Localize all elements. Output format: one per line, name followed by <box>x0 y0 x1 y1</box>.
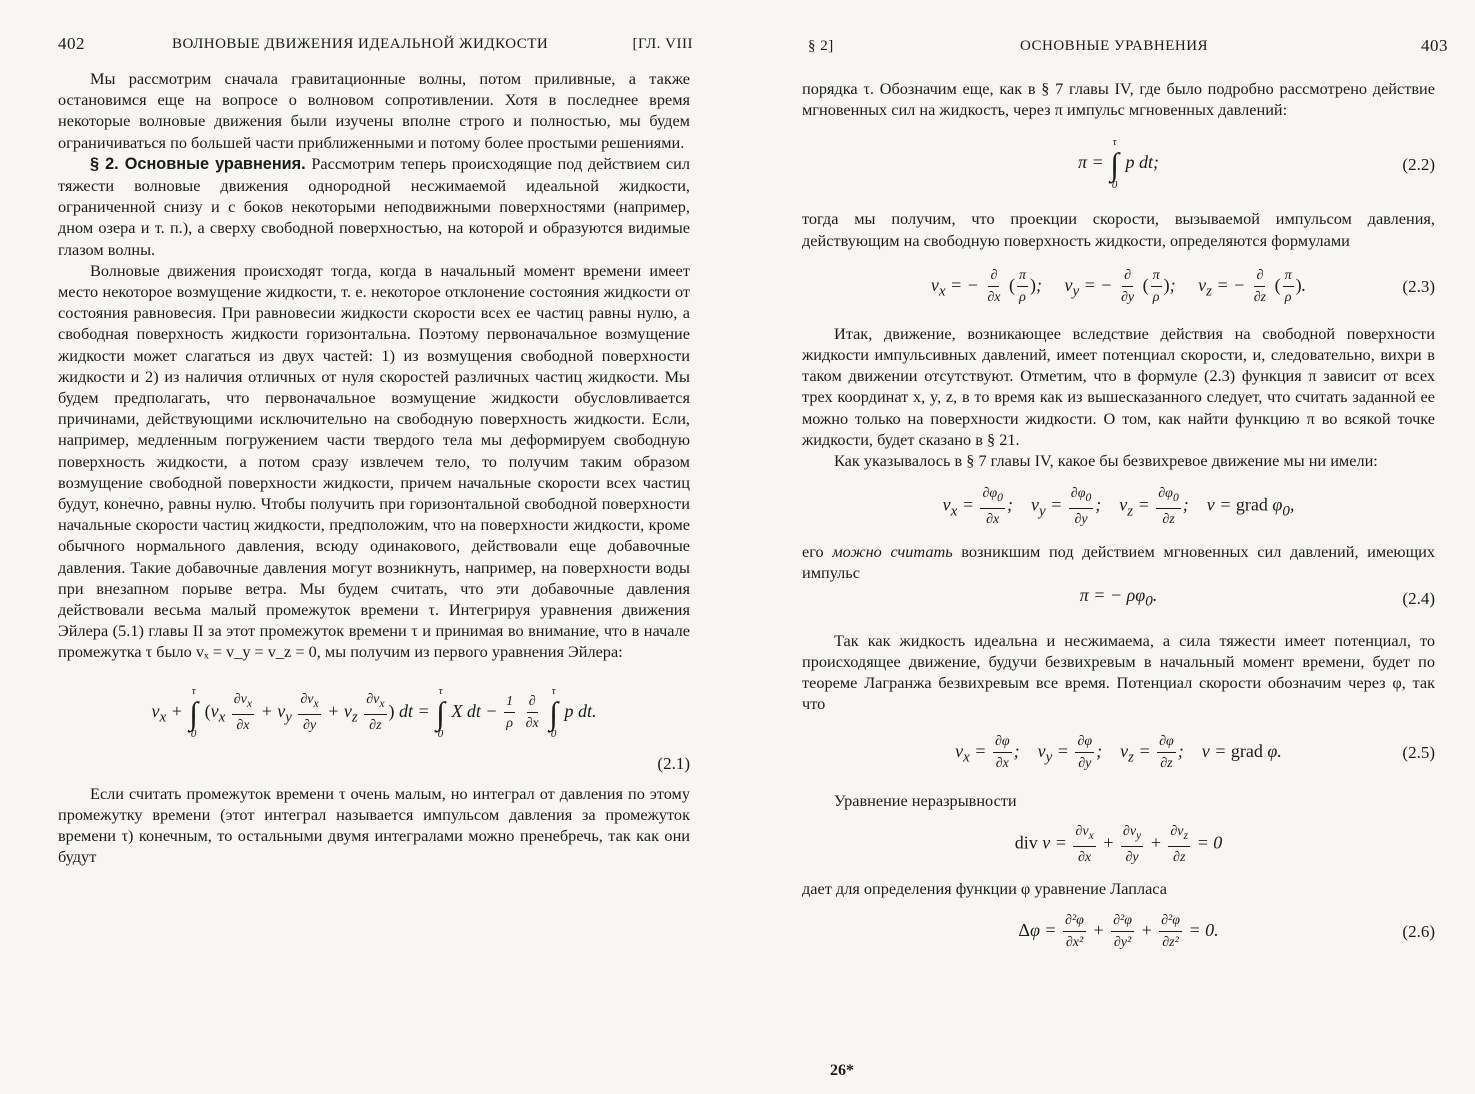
equation-2-2 <box>802 120 1435 208</box>
waves-paragraph: Волновые движения происходят тогда, когда в начальный момент времени имеет место некоторое возмущение жидкости, т. е. некоторое отклонение состояния жидкости от состояния равновесия. При равновесии жидкости скорости всех ее частиц равны нулю, а свободная поверхность жидкости горизонтальна. Поэтому первоначальное возмущение жидкости может слагаться из двух частей: 1) из возмущения свободной поверхности жидкости и 2) из наличия отличных от нуля скоростей различных частиц жидкости. Мы будем предполагать, что первоначальное возмущение жидкости обусловливается причинами, действующими исключительно на свободную поверхность жидкости. Если, например, медленным погружением части твердого тела мы деформируем свободную поверхность жидкости, а потом сразу извлечем тело, то получим таким образом возмущение свободной поверхности жидкости, причем начальные скорости всех частиц будут, конечно, равны нулю. Чтобы получить при горизонтальной свободной поверхности начальные скорости частиц жидкости, предположим, что на поверхности жидкости, кроме обычного нормального давления, всюду одинакового, действовали еще добавочные давления. Такие добавочные давления могут возникнуть, например, на поверхности воды при внезапном порыве ветра. Мы будем считать, что эти добавочные давления действовали весьма малый промежуток времени τ. Интегрируя уравнения движения Эйлера (5.1) главы II за этот промежуток времени τ и принимая во внимание, что в начале промежутка τ было vₓ = v_y = v_z = 0, мы получим из первого уравнения Эйлера: <box>58 260 690 662</box>
right-text-body <box>802 78 1435 965</box>
equation-2-4 <box>802 584 1435 614</box>
order-paragraph: порядка τ. Обозначим еще, как в § 7 главы IV, где было подробно рассмотрено действие мгновенных сил на жидкость, через π импульс мгновенных давлений: <box>802 79 1435 120</box>
impulse-statement: его можно считать возникшим под действием мгновенных сил давлений, имеющих импульс <box>802 542 1435 583</box>
equation-2-2-number: (2.2) <box>1402 154 1435 174</box>
equation-2-5 <box>802 714 1435 790</box>
right-page <box>740 0 1475 1094</box>
left-running-head <box>58 34 693 56</box>
equation-2-5-formula: $v_x$ = $\frac{\partial\varphi}{\partial x}$ ; $v_y$ = $\frac{\partial\varphi}{\partial y}$ ; $v_z$ = $\frac{\partial\varphi}{\partial z}$ ; v = grad φ. <box>955 731 1282 774</box>
italic-phrase: можно считать <box>832 542 953 562</box>
equation-2-6-number: (2.6) <box>1402 922 1435 942</box>
equation-phi0-formula: $v_x$ = $\frac{\partial\varphi_0}{\partial x}$ ; $v_y$ = $\frac{\partial\varphi_0}{\partial y}$ ; $v_z$ = $\frac{\partial\varphi_0}{\partial z}$ ; v = grad $\varphi_0$, <box>943 483 1295 530</box>
left-running-title: ВОЛНОВЫЕ ДВИЖЕНИЯ ИДЕАЛЬНОЙ ЖИДКОСТИ <box>172 36 549 52</box>
left-page-number: 402 <box>58 34 85 53</box>
right-page-number: 403 <box>1421 36 1448 55</box>
section-ref: § 2] <box>808 38 834 54</box>
projections-paragraph: тогда мы получим, что проекции скорости, вызываемой импульсом давления, действующим на свободную поверхность жидкости, определяются формулами <box>802 209 1435 250</box>
equation-2-3-formula: $v_x$ = − $\frac{\partial}{\partial x}$ ( $\frac{\pi}{\rho}$ ); $v_y$ = − $\frac{\partial}{\partial y}$ ( $\frac{\pi}{\rho}$ ); $v_z$ = − $\frac{\partial}{\partial z}$ ( $\frac{\pi}{\rho}$ ). <box>931 265 1306 308</box>
equation-2-3 <box>802 251 1435 323</box>
equation-continuity <box>802 812 1435 878</box>
continuity-label: Уравнение неразрывности <box>834 791 1017 811</box>
equation-2-4-formula: π = − $\rho\varphi_0$. <box>1079 584 1158 610</box>
intro-paragraph: Мы рассмотрим сначала гравитационные волны, потом приливные, а также остановимся еще на вопросе о волновом сопротивлении. Хотя в последнее время некоторые волновые движения были изучены вполне строго и полностью, мы будем ограничиваться по большей части приближенными и потому более простыми решениями. <box>58 69 690 152</box>
section-text: Рассмотрим теперь происходящие под действием сил тяжести волновые движения однородной несжимаемой идеальной жидкости, ограниченной снизу и с боков некоторыми неподвижными поверхностями (например, дном озера и т. п.), а сверху свободной поверхностью, на которой и образуются видимые глазом волны. <box>58 153 690 259</box>
impulse-paragraph: Если считать промежуток времени τ очень малым, но интеграл от давления по этому промежутку времени (этот интеграл называется импульсом давления за промежуток времени τ) конечным, то остальными двумя интегралами можно пренебречь, так как они будут <box>58 783 690 867</box>
equation-phi0 <box>802 471 1435 541</box>
chapter-ref: [ГЛ. VIII <box>632 36 693 52</box>
right-running-head <box>808 34 1448 56</box>
lagrange-paragraph: Так как жидкость идеальна и несжимаема, а сила тяжести имеет потенциал, то происходящее движение, будучи безвихревым в начальный момент времени, будет по теореме Лагранжа безвихревым все время. Потенциал скорости обозначим через φ, так что <box>802 630 1435 714</box>
equation-2-6 <box>802 899 1435 965</box>
equation-2-4-number: (2.4) <box>1402 589 1435 609</box>
equation-2-1 <box>58 673 690 753</box>
laplace-paragraph: дает для определения функции φ уравнение Лапласа <box>802 878 1167 898</box>
equation-continuity-formula: div v = $\frac{\partial v_x}{\partial x}$ + $\frac{\partial v_y}{\partial y}$ + $\frac{\partial v_z}{\partial z}$ = 0 <box>1015 821 1222 868</box>
equation-2-1-formula: $v_x$ + τ ∫ 0 ($v_x$ $\frac{\partial v_x}{\partial x}$ + $v_y$ $\frac{\partial v_x}{\partial y}$ + $v_z$ $\frac{\partial v_x}{\partial z}$ ) dt = τ ∫ 0 X dt − $\frac{1}{\rho}$ $\frac{\partial}{\partial x}$ τ ∫ 0 p dt. <box>151 684 597 740</box>
left-text-body <box>58 68 690 868</box>
right-running-title: ОСНОВНЫЕ УРАВНЕНИЯ <box>1020 38 1209 54</box>
equation-2-2-formula: π = τ ∫ 0 p dt; <box>1078 136 1159 192</box>
potential-paragraph: Итак, движение, возникающее вследствие действия на свободной поверхности жидкости импульсивных давлений, имеет потенциал скорости, и, следовательно, вихри в таком движении отсутствуют. Отметим, что в формуле (2.3) функция π зависит от всех трех координат x, y, z, в то время как из вышесказанного следует, что считать заданной ее можно только на поверхности жидкости. О том, как найти функцию π во всякой точке жидкости, будет сказано в § 21. <box>802 323 1435 449</box>
equation-2-3-number: (2.3) <box>1402 277 1435 297</box>
irrotational-paragraph: Как указывалось в § 7 главы IV, какое бы безвихревое движение мы ни имели: <box>834 451 1378 471</box>
signature-mark: 26* <box>830 1062 854 1079</box>
equation-2-1-number: (2.1) <box>657 753 690 773</box>
equation-2-6-formula: Δφ = $\frac{\text{∂²φ}}{\text{∂x²}}$ + $\frac{\text{∂²φ}}{\text{∂y²}}$ + $\frac{\text{∂²φ}}{\text{∂z²}}$ = 0. <box>1018 910 1218 953</box>
left-page <box>0 0 735 1094</box>
equation-2-5-number: (2.5) <box>1402 742 1435 762</box>
section-heading: § 2. Основные уравнения. <box>90 154 306 173</box>
section-paragraph <box>58 153 690 260</box>
